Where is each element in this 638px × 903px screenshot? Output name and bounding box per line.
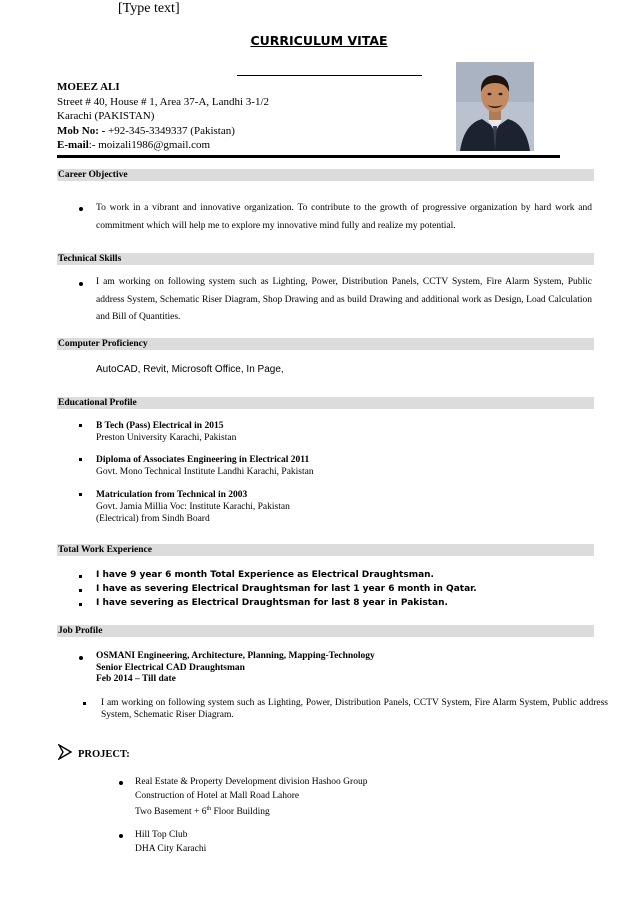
education-degree: Diploma of Associates Engineering in Electrical 2011 <box>96 455 310 465</box>
email-line <box>57 138 269 153</box>
education-degree: Matriculation from Technical in 2003 <box>96 490 248 500</box>
bullet-dot <box>119 834 123 838</box>
technical-skills-text: I am working on following system such as Lighting, Power, Distribution Panels, CCTV System, Fire Alarm System, Public address System, Schematic Riser Diagram, Shop Drawing and as build Drawing and additional work as Design, Load Calculation and Bill of Quantities. <box>96 277 592 322</box>
project-line: DHA City Karachi <box>135 843 207 854</box>
education-board: (Electrical) from Sindh Board <box>96 514 210 524</box>
section-educational-profile: Educational Profile <box>57 397 594 409</box>
header-divider <box>57 155 560 158</box>
project-line: Hill Top Club <box>135 830 188 840</box>
bullet-square <box>79 424 82 427</box>
bullet-square <box>79 575 82 578</box>
job-company: OSMANI Engineering, Architecture, Planning, Mapping-Technology <box>96 651 375 661</box>
mobile-line <box>57 124 269 139</box>
bullet-square <box>79 589 82 592</box>
project-line-part: Floor Building <box>211 807 270 818</box>
contact-block <box>57 80 269 153</box>
job-header <box>96 651 375 686</box>
education-item <box>96 420 236 444</box>
education-institute: Govt. Jamia Millia Voc: Institute Karachi, Pakistan <box>96 502 290 512</box>
mobile-value: +92-345-3349337 (Pakistan) <box>105 124 235 137</box>
section-job-profile: Job Profile <box>57 625 594 637</box>
project-line: Real Estate & Property Development division Hashoo Group <box>135 777 368 787</box>
bullet-dot <box>79 656 83 660</box>
experience-item: I have as severing Electrical Draughtsman for last 1 year 6 month in Qatar. <box>96 584 477 594</box>
bullet-dot <box>79 207 83 211</box>
section-computer-proficiency: Computer Proficiency <box>57 338 594 350</box>
education-item <box>96 489 290 525</box>
candidate-name: MOEEZ ALI <box>57 81 120 93</box>
section-total-work-experience: Total Work Experience <box>57 544 594 556</box>
project-line: Construction of Hotel at Mall Road Lahore <box>135 790 300 801</box>
project-line-part: Two Basement + 6 <box>135 807 207 818</box>
cv-title: CURRICULUM VITAE <box>250 33 388 48</box>
education-institute: Preston University Karachi, Pakistan <box>96 433 237 443</box>
arrow-bullet-icon <box>58 744 72 760</box>
portrait-illustration <box>456 62 534 151</box>
mobile-label: Mob No: - <box>57 124 106 137</box>
superscript: th <box>206 806 212 812</box>
profile-photo <box>456 62 534 151</box>
section-career-objective: Career Objective <box>57 169 594 181</box>
bullet-square <box>79 603 82 606</box>
title-rule <box>237 75 422 76</box>
bullet-square <box>83 702 86 705</box>
computer-proficiency-text: AutoCAD, Revit, Microsoft Office, In Page, <box>96 364 284 375</box>
project-heading: PROJECT: <box>78 749 130 760</box>
email-value: :- moizali1986@gmail.com <box>88 139 211 151</box>
bullet-square <box>79 458 82 461</box>
education-item <box>96 454 314 478</box>
job-position: Senior Electrical CAD Draughtsman <box>96 662 245 673</box>
experience-item: I have 9 year 6 month Total Experience as Electrical Draughtsman. <box>96 570 434 580</box>
address-line-2: Karachi (PAKISTAN) <box>57 110 155 122</box>
section-technical-skills: Technical Skills <box>57 253 594 265</box>
email-label: E-mail <box>57 139 89 151</box>
bullet-square <box>79 493 82 496</box>
project-line <box>135 803 367 820</box>
header-type-text: [Type text] <box>118 1 180 16</box>
project-item <box>135 776 367 820</box>
education-institute: Govt. Mono Technical Institute Landhi Karachi, Pakistan <box>96 467 314 477</box>
experience-item: I have severing as Electrical Draughtsman for last 8 year in Pakistan. <box>96 598 448 608</box>
job-description: I am working on following system such as Lighting, Power, Distribution Panels, CCTV System, Fire Alarm System, Public address System, Schematic Riser Diagram. <box>101 698 608 720</box>
education-degree: B Tech (Pass) Electrical in 2015 <box>96 421 224 431</box>
bullet-dot <box>79 282 83 286</box>
address-line-1: Street # 40, House # 1, Area 37-A, Landhi 3-1/2 <box>57 95 270 108</box>
career-objective-text: To work in a vibrant and innovative organization. To contribute to the growth of progressive organization by hard work and commitment which will help me to explore my innovative mind fully and realize my potential. <box>96 203 592 231</box>
project-item <box>135 829 206 856</box>
bullet-dot <box>119 781 123 785</box>
job-period: Feb 2014 – Till date <box>96 674 176 684</box>
